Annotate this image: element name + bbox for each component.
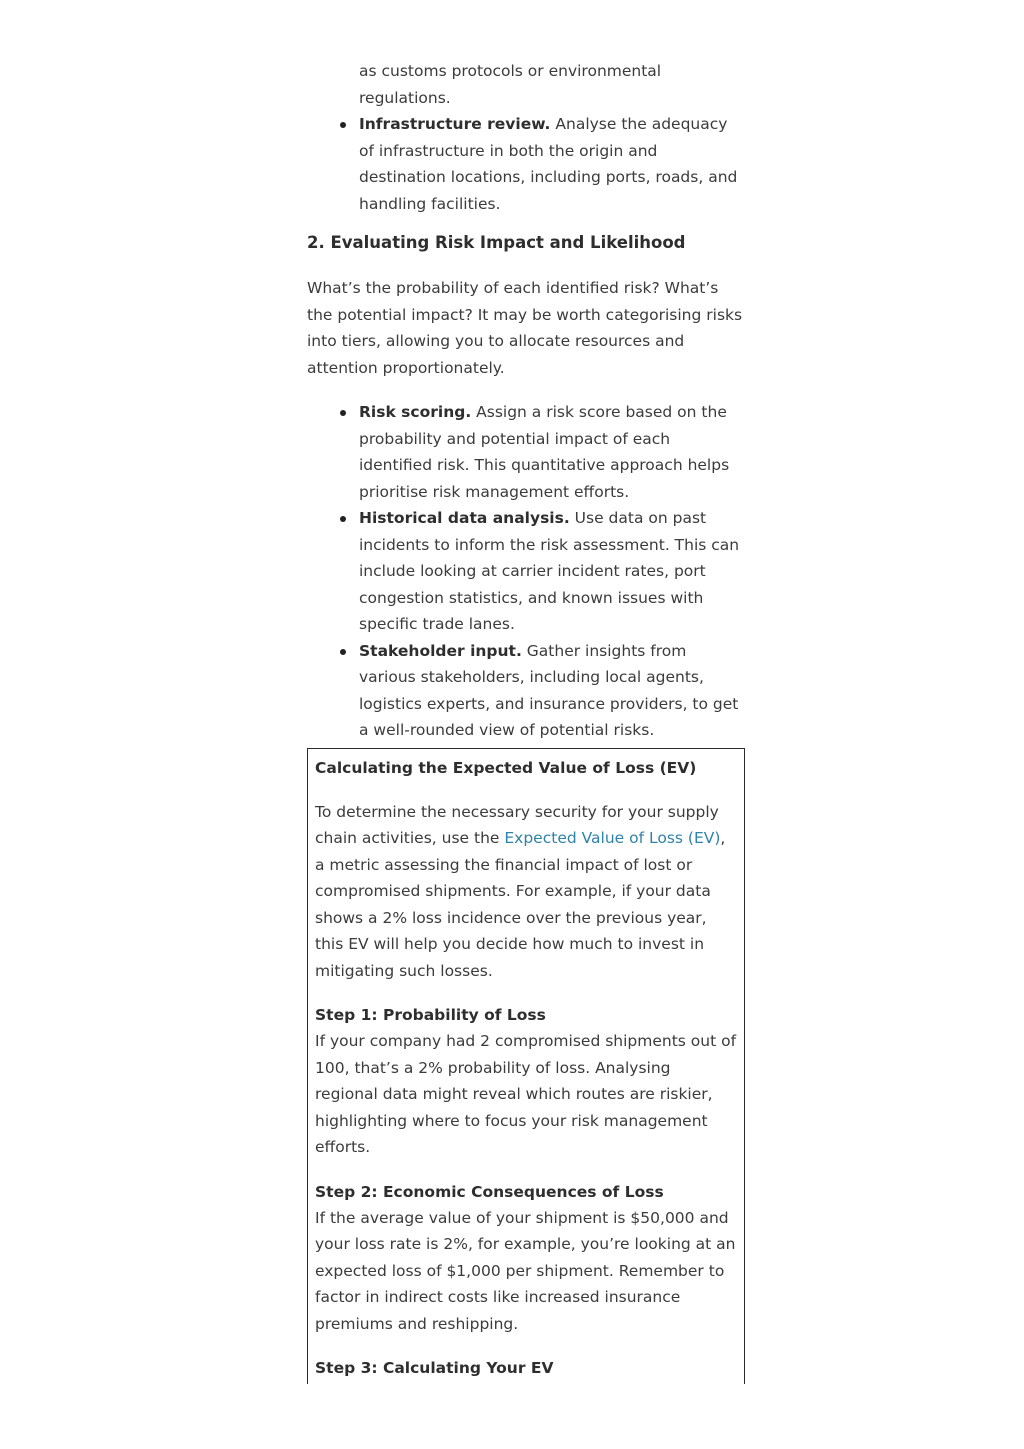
section-heading: 2. Evaluating Risk Impact and Likelihood: [307, 233, 686, 252]
list-item-continuation: as customs protocols or environmental regulations.: [359, 62, 662, 107]
list-item: [307, 399, 745, 505]
step-title: Step 3: Calculating Your EV: [315, 1359, 554, 1377]
callout-title: Calculating the Expected Value of Loss (EV): [315, 758, 697, 777]
bullet-icon: [340, 122, 346, 128]
list-item: [307, 505, 745, 638]
list-item: [307, 638, 745, 744]
list-item-text: Analyse the adequacy of infrastructure in both the origin and destination locations, including ports, roads, and handling facilities.: [359, 115, 738, 213]
bullet-icon: [340, 649, 346, 655]
list-item-title: Infrastructure review.: [359, 115, 551, 133]
risk-bullet-list: [307, 399, 745, 744]
list-item-text: Assign a risk score based on the probability and potential impact of each identified risk. This quantitative approach helps prioritise risk management efforts.: [359, 403, 730, 501]
ev-link[interactable]: Expected Value of Loss (EV): [504, 829, 721, 847]
callout-intro: [315, 799, 737, 985]
article-column: [307, 58, 745, 1384]
ev-callout-box: [307, 748, 745, 1384]
top-bullet-list: [307, 111, 745, 217]
list-item-title: Historical data analysis.: [359, 509, 570, 527]
section-intro: What’s the probability of each identified risk? What’s the potential impact? It may be worth categorising risks into tiers, allowing you to allocate resources and attention proportionately.: [307, 279, 743, 377]
list-item: [307, 111, 745, 217]
intro-text-before-link: To determine the necessary security for your supply chain activities, use the: [315, 802, 719, 847]
step-title: Step 2: Economic Consequences of Loss: [315, 1182, 664, 1201]
intro-text-after-link: , a metric assessing the financial impact of lost or compromised shipments. For example, if your data shows a 2% loss incidence over the previous year, this EV will help you decide how much to invest in mitigating such losses.: [315, 829, 726, 980]
step-block: [315, 1179, 737, 1338]
list-item-text: Gather insights from various stakeholders, including local agents, logistics experts, and insurance providers, to get a well-rounded view of potential risks.: [359, 641, 739, 739]
step-block: [315, 1002, 737, 1161]
step-title: Step 1: Probability of Loss: [315, 1006, 546, 1024]
step-block: [315, 1355, 737, 1381]
step-text: If your company had 2 compromised shipments out of 100, that’s a 2% probability of loss. Analysing regional data might reveal which routes are riskier, highlighting where to focus your risk management efforts.: [315, 1032, 737, 1156]
list-item-title: Stakeholder input.: [359, 641, 522, 660]
list-item-title: Risk scoring.: [359, 403, 472, 421]
bullet-icon: [340, 516, 346, 522]
bullet-icon: [340, 410, 346, 416]
step-text: If the average value of your shipment is $50,000 and your loss rate is 2%, for example, you’re looking at an expected loss of $1,000 per shipment. Remember to factor in indirect costs like increased insurance premiums and reshipping.: [315, 1208, 736, 1333]
list-item-text: Use data on past incidents to inform the risk assessment. This can include looking at carrier incident rates, port congestion statistics, and known issues with specific trade lanes.: [359, 509, 740, 633]
